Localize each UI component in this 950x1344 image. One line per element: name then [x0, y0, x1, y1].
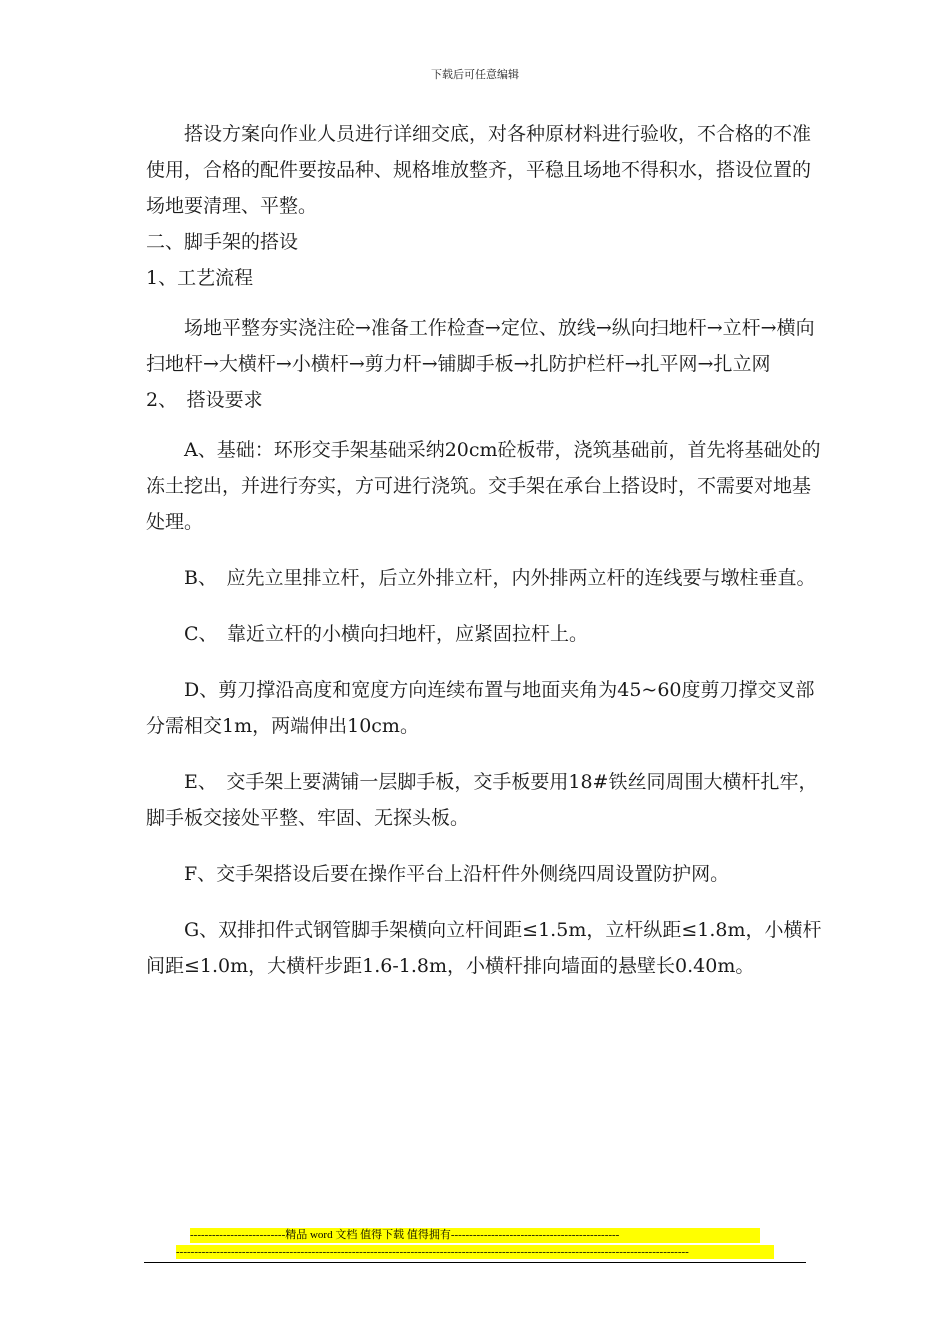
section-heading: 二、脚手架的搭设: [146, 231, 299, 253]
requirement-item-e: E、 交手架上要满铺一层脚手板，交手板要用18#铁丝同周围大横杆扎牢，脚手板交接处平整、牢固、无探头板。: [146, 771, 818, 829]
requirement-item-d: D、剪刀撑沿高度和宽度方向连续布置与地面夹角为45~60度剪刀撑交叉部分需相交1m，两端伸出10cm。: [146, 679, 815, 737]
intro-paragraph: 搭设方案向作业人员进行详细交底，对各种原材料进行验收，不合格的不准使用，合格的配件要按品种、规格堆放整齐，平稳且场地不得积水，搭设位置的场地要清理、平整。: [146, 123, 812, 217]
document-body: [146, 116, 826, 984]
footer-banner: --------------------------精品 word 文档 值得下载 值得拥有----------------------------------------------: [190, 1228, 760, 1243]
requirement-item-a: A、基础：环形交手架基础采纳20cm砼板带，浇筑基础前，首先将基础处的冻土挖出，并进行夯实，方可进行浇筑。交手架在承台上搭设时，不需要对地基处理。: [146, 439, 821, 533]
footer-divider: [144, 1262, 806, 1263]
process-flow-paragraph: 场地平整夯实浇注砼→准备工作检查→定位、放线→纵向扫地杆→立杆→横向扫地杆→大横杆→小横杆→剪力杆→铺脚手板→扎防护栏杆→扎平网→扎立网: [146, 317, 815, 375]
subsection-heading-process: 1、工艺流程: [146, 267, 254, 289]
requirement-item-c: C、 靠近立杆的小横向扫地杆，应紧固拉杆上。: [184, 623, 589, 645]
requirement-item-g: G、双排扣件式钢管脚手架横向立杆间距≤1.5m，立杆纵距≤1.8m，小横杆间距≤1.0m，大横杆步距1.6-1.8m，小横杆排向墙面的悬壁长0.40m。: [146, 919, 822, 977]
requirement-item-f: F、交手架搭设后要在操作平台上沿杆件外侧绕四周设置防护网。: [184, 863, 730, 885]
header-note: 下载后可任意编辑: [431, 68, 519, 81]
subsection-heading-requirements: 2、 搭设要求: [146, 389, 263, 411]
requirement-item-b: B、 应先立里排立杆，后立外排立杆，内外排两立杆的连线要与墩柱垂直。: [184, 567, 816, 589]
footer-dash-line: --------------------------------------------------------------------------------------------------------------------------------------------: [176, 1245, 774, 1259]
